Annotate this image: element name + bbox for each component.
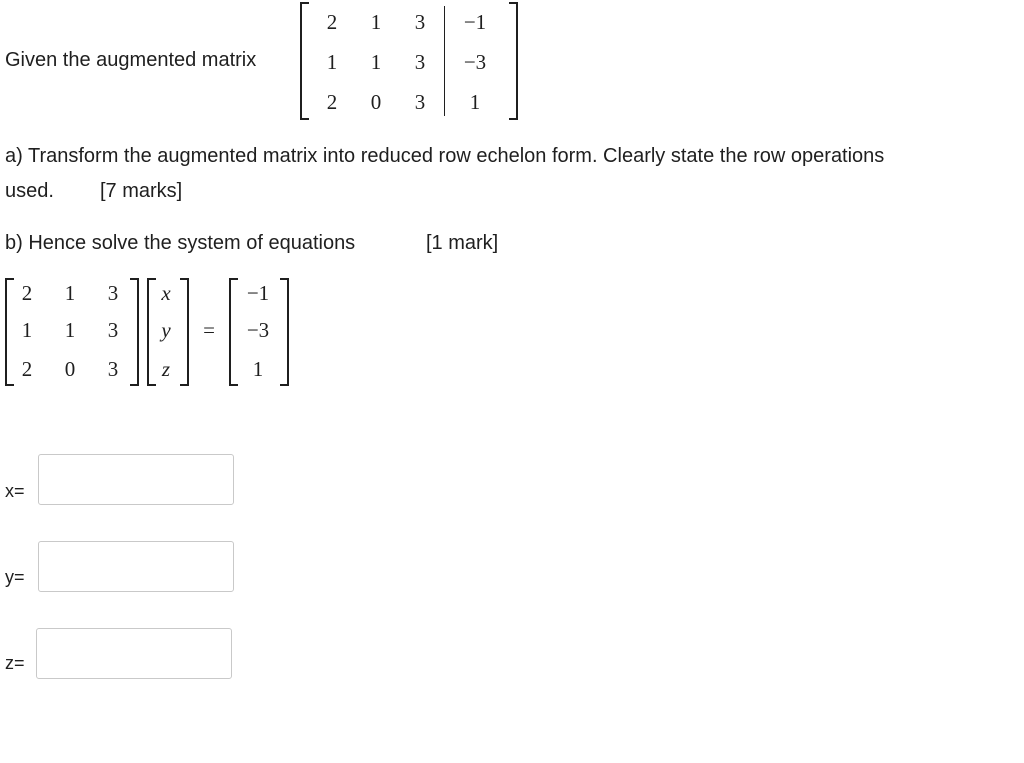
matrix-cell: 2 <box>326 90 338 114</box>
matrix-cell: −3 <box>463 50 487 74</box>
x-label: x= <box>5 481 25 501</box>
matrix-cell: −1 <box>463 10 487 34</box>
part-b-text: b) Hence solve the system of equations <box>5 232 356 254</box>
augmented-matrix <box>300 2 520 120</box>
coeff-cell: 3 <box>107 357 119 381</box>
matrix-cell: 1 <box>326 50 338 74</box>
coeff-cell: 3 <box>107 281 119 305</box>
augment-divider <box>444 6 445 116</box>
y-answer-input[interactable] <box>38 541 234 592</box>
rhs-cell: −1 <box>246 281 270 305</box>
coeff-cell: 2 <box>21 357 33 381</box>
z-answer-input[interactable] <box>36 628 232 679</box>
left-bracket <box>300 2 309 120</box>
equals-sign: = <box>203 318 215 342</box>
part-a-text: a) Transform the augmented matrix into reduced row echelon form. Clearly state the row operations <box>5 145 885 167</box>
coeff-right-bracket <box>130 278 139 386</box>
coeff-cell: 2 <box>21 281 33 305</box>
matrix-cell: 3 <box>414 10 426 34</box>
variable-right-bracket <box>180 278 189 386</box>
z-label: z= <box>5 653 25 673</box>
rhs-right-bracket <box>280 278 289 386</box>
part-b-marks: [1 mark] <box>426 232 499 254</box>
matrix-cell: 2 <box>326 10 338 34</box>
part-a-marks: [7 marks] <box>100 180 183 202</box>
matrix-cell: 3 <box>414 90 426 114</box>
intro-text: Given the augmented matrix <box>5 49 257 71</box>
matrix-cell: 1 <box>370 50 382 74</box>
rhs-cell: −3 <box>246 318 270 342</box>
coeff-cell: 0 <box>64 357 76 381</box>
x-answer-input[interactable] <box>38 454 234 505</box>
part-a-continuation: used. <box>5 180 54 202</box>
coeff-cell: 1 <box>64 281 76 305</box>
variable-z: z <box>161 357 171 381</box>
y-label: y= <box>5 567 25 587</box>
right-bracket <box>509 2 518 120</box>
matrix-cell: 1 <box>370 10 382 34</box>
coeff-cell: 1 <box>64 318 76 342</box>
variable-x: x <box>161 281 171 305</box>
rhs-left-bracket <box>229 278 238 386</box>
matrix-cell: 3 <box>414 50 426 74</box>
matrix-cell: 1 <box>469 90 481 114</box>
matrix-cell: 0 <box>370 90 382 114</box>
rhs-cell: 1 <box>252 357 264 381</box>
system-equation <box>0 276 300 388</box>
variable-y: y <box>161 318 171 342</box>
coeff-cell: 1 <box>21 318 33 342</box>
coeff-cell: 3 <box>107 318 119 342</box>
